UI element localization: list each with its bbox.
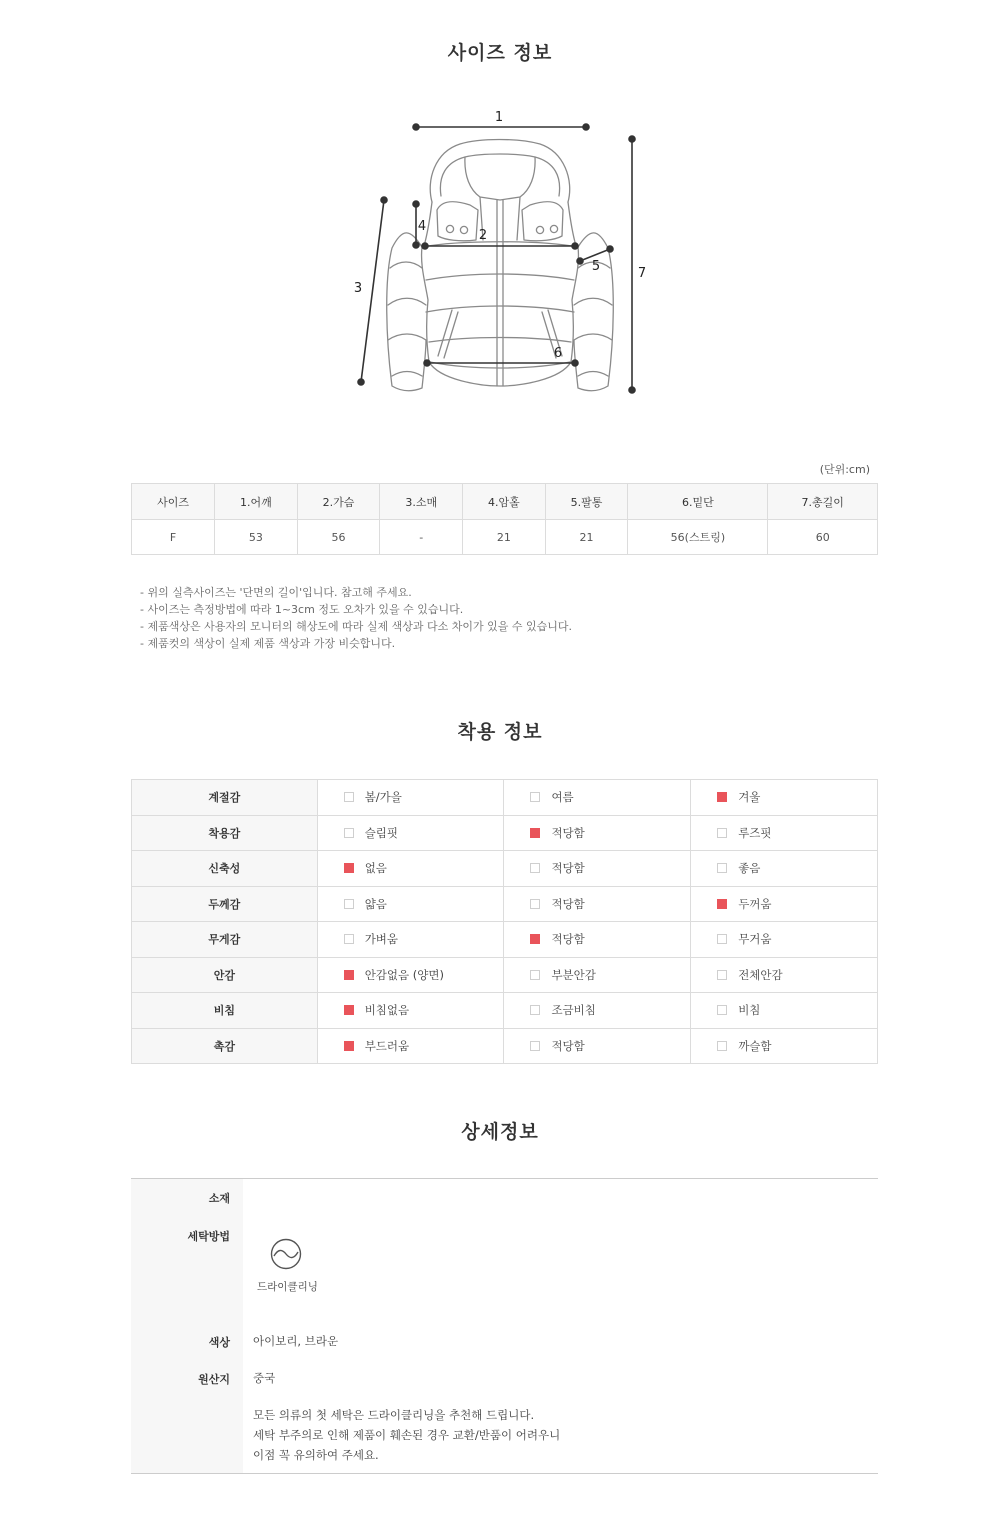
size-cell: 56: [297, 520, 380, 555]
fit-option-label: 좋음: [738, 861, 761, 876]
unchecked-checkbox[interactable]: [344, 828, 354, 838]
fit-option[interactable]: [317, 886, 504, 922]
jacket-outline: [387, 140, 614, 391]
unchecked-checkbox[interactable]: [344, 899, 354, 909]
fit-option-label: 조금비침: [551, 1003, 596, 1018]
size-header-cell: 1.어깨: [215, 484, 298, 520]
size-cell: 21: [463, 520, 546, 555]
size-table-row: [132, 520, 878, 555]
care-note: 모든 의류의 첫 세탁은 드라이클리닝을 추천해 드립니다.: [253, 1408, 535, 1422]
fit-option[interactable]: [691, 815, 878, 851]
wash-label: 세탁방법: [187, 1230, 230, 1243]
color-value: 아이보리, 브라운: [253, 1334, 339, 1348]
fit-option-label: 얇음: [364, 896, 387, 911]
diagram-label-1: 1: [494, 110, 504, 125]
unchecked-checkbox[interactable]: [717, 1005, 727, 1015]
fit-option[interactable]: [504, 886, 691, 922]
fit-option-label: 슬림핏: [364, 825, 399, 840]
fit-option[interactable]: [504, 1028, 691, 1064]
size-info-title: 사이즈 정보: [447, 42, 553, 64]
fit-option-label: 가벼움: [364, 932, 399, 947]
size-note: - 사이즈는 측정방법에 따라 1~3cm 정도 오차가 있을 수 있습니다.: [140, 603, 464, 616]
fit-option[interactable]: [317, 780, 504, 816]
fit-option[interactable]: [317, 851, 504, 887]
unchecked-checkbox[interactable]: [530, 863, 540, 873]
fit-option[interactable]: [504, 780, 691, 816]
unchecked-checkbox[interactable]: [530, 792, 540, 802]
origin-label: 원산지: [198, 1373, 230, 1386]
checked-checkbox[interactable]: [344, 1041, 354, 1051]
size-table-header-row: [132, 484, 878, 520]
material-label: 소재: [208, 1192, 230, 1205]
size-header-cell: 4.암홀: [463, 484, 546, 520]
fit-option-label: 까슬함: [738, 1038, 772, 1053]
jacket-measurement-diagram: [340, 100, 660, 400]
unit-label: (단위:cm): [819, 463, 870, 476]
fit-option-label: 비침: [738, 1003, 761, 1018]
fit-option[interactable]: [504, 922, 691, 958]
fit-row-label: 신축성: [132, 851, 318, 887]
size-header-cell: 5.팔통: [545, 484, 628, 520]
detail-table: [131, 1178, 878, 1474]
checked-checkbox[interactable]: [344, 1005, 354, 1015]
fit-row-label: 계절감: [132, 780, 318, 816]
fit-option-label: 적당함: [551, 896, 585, 911]
wash-method-label: 드라이클리닝: [257, 1281, 318, 1293]
fit-row-label: 촉감: [132, 1028, 318, 1064]
unchecked-checkbox[interactable]: [530, 1041, 540, 1051]
fit-row: [132, 1028, 878, 1064]
unchecked-checkbox[interactable]: [530, 1005, 540, 1015]
size-cell: -: [380, 520, 463, 555]
fit-row: [132, 780, 878, 816]
fit-option-label: 전체안감: [738, 967, 783, 982]
measure-line-3: [361, 200, 384, 382]
fit-option[interactable]: [504, 957, 691, 993]
fit-option[interactable]: [317, 922, 504, 958]
dry-clean-icon: [269, 1237, 303, 1271]
fit-option-label: 무거움: [738, 932, 772, 947]
fit-option-label: 없음: [364, 861, 387, 876]
unchecked-checkbox[interactable]: [717, 1041, 727, 1051]
fit-row: [132, 922, 878, 958]
diagram-label-6: 6: [553, 346, 563, 361]
unchecked-checkbox[interactable]: [717, 863, 727, 873]
checked-checkbox[interactable]: [344, 863, 354, 873]
unchecked-checkbox[interactable]: [717, 970, 727, 980]
fit-option-label: 부드러움: [364, 1038, 410, 1053]
diagram-label-2: 2: [478, 228, 488, 243]
size-cell: F: [132, 520, 215, 555]
checked-checkbox[interactable]: [717, 899, 727, 909]
size-header-cell: 3.소매: [380, 484, 463, 520]
care-note: 세탁 부주의로 인해 제품이 훼손된 경우 교환/반품이 어려우니: [253, 1428, 561, 1442]
fit-option-label: 겨울: [738, 790, 761, 805]
size-header-cell: 6.밑단: [628, 484, 768, 520]
size-notes: [140, 584, 572, 652]
fit-option-label: 봄/가을: [364, 790, 402, 805]
unchecked-checkbox[interactable]: [344, 792, 354, 802]
fit-option-label: 비침없음: [364, 1003, 410, 1018]
size-cell: 56(스트링): [628, 520, 768, 555]
fit-row-label: 두께감: [132, 886, 318, 922]
color-label: 색상: [208, 1336, 230, 1349]
fit-row-label: 무게감: [132, 922, 318, 958]
fit-row: [132, 957, 878, 993]
size-cell: 21: [545, 520, 628, 555]
detail-label-column: [131, 1179, 243, 1473]
size-header-cell: 2.가슴: [297, 484, 380, 520]
care-notes: [253, 1405, 560, 1465]
fit-option[interactable]: [691, 922, 878, 958]
fit-row-label: 착용감: [132, 815, 318, 851]
fit-option[interactable]: [504, 815, 691, 851]
detail-info-title: 상세정보: [461, 1121, 539, 1143]
fit-option-label: 안감없음 (양면): [364, 967, 444, 982]
size-note: - 위의 실측사이즈는 '단면의 길이'입니다. 참고해 주세요.: [140, 586, 412, 599]
diagram-label-3: 3: [353, 281, 363, 296]
fit-option[interactable]: [317, 815, 504, 851]
size-note: - 제품컷의 색상이 실제 제품 색상과 가장 비슷합니다.: [140, 637, 396, 650]
fit-option[interactable]: [317, 1028, 504, 1064]
fit-table: [131, 779, 878, 1064]
fit-option-label: 적당함: [551, 1038, 585, 1053]
unchecked-checkbox[interactable]: [530, 899, 540, 909]
diagram-label-5: 5: [591, 259, 601, 274]
checked-checkbox[interactable]: [530, 934, 540, 944]
size-header-cell: 사이즈: [132, 484, 215, 520]
diagram-label-7: 7: [637, 266, 647, 281]
checked-checkbox[interactable]: [530, 828, 540, 838]
unchecked-checkbox[interactable]: [344, 934, 354, 944]
fit-option-label: 부분안감: [551, 967, 596, 982]
care-note: 이점 꼭 유의하여 주세요.: [253, 1448, 379, 1462]
fit-option[interactable]: [317, 993, 504, 1029]
fit-option-label: 여름: [551, 790, 574, 805]
unchecked-checkbox[interactable]: [530, 970, 540, 980]
fit-option[interactable]: [691, 851, 878, 887]
fit-row-label: 비침: [132, 993, 318, 1029]
fit-option[interactable]: [691, 886, 878, 922]
fit-option-label: 두꺼움: [738, 896, 772, 911]
checked-checkbox[interactable]: [344, 970, 354, 980]
fit-row: [132, 886, 878, 922]
unchecked-checkbox[interactable]: [717, 934, 727, 944]
fit-option[interactable]: [504, 851, 691, 887]
checked-checkbox[interactable]: [717, 792, 727, 802]
fit-info-title: 착용 정보: [457, 721, 543, 743]
diagram-label-4: 4: [417, 219, 427, 234]
fit-option[interactable]: [691, 993, 878, 1029]
fit-option-label: 루즈핏: [738, 825, 772, 840]
fit-option[interactable]: [317, 957, 504, 993]
size-cell: 53: [215, 520, 298, 555]
unchecked-checkbox[interactable]: [717, 828, 727, 838]
fit-row-label: 안감: [132, 957, 318, 993]
size-table: [131, 483, 878, 555]
origin-value: 중국: [253, 1371, 276, 1385]
fit-option-label: 적당함: [551, 932, 585, 947]
fit-option[interactable]: [691, 1028, 878, 1064]
size-note: - 제품색상은 사용자의 모니터의 해상도에 따라 실제 색상과 다소 차이가 있을 수 있습니다.: [140, 620, 572, 633]
fit-row: [132, 815, 878, 851]
fit-row: [132, 851, 878, 887]
fit-option-label: 적당함: [551, 861, 585, 876]
fit-option[interactable]: [691, 957, 878, 993]
size-header-cell: 7.총길이: [768, 484, 878, 520]
fit-row: [132, 993, 878, 1029]
fit-option[interactable]: [691, 780, 878, 816]
size-cell: 60: [768, 520, 878, 555]
fit-option[interactable]: [504, 993, 691, 1029]
fit-option-label: 적당함: [551, 825, 585, 840]
